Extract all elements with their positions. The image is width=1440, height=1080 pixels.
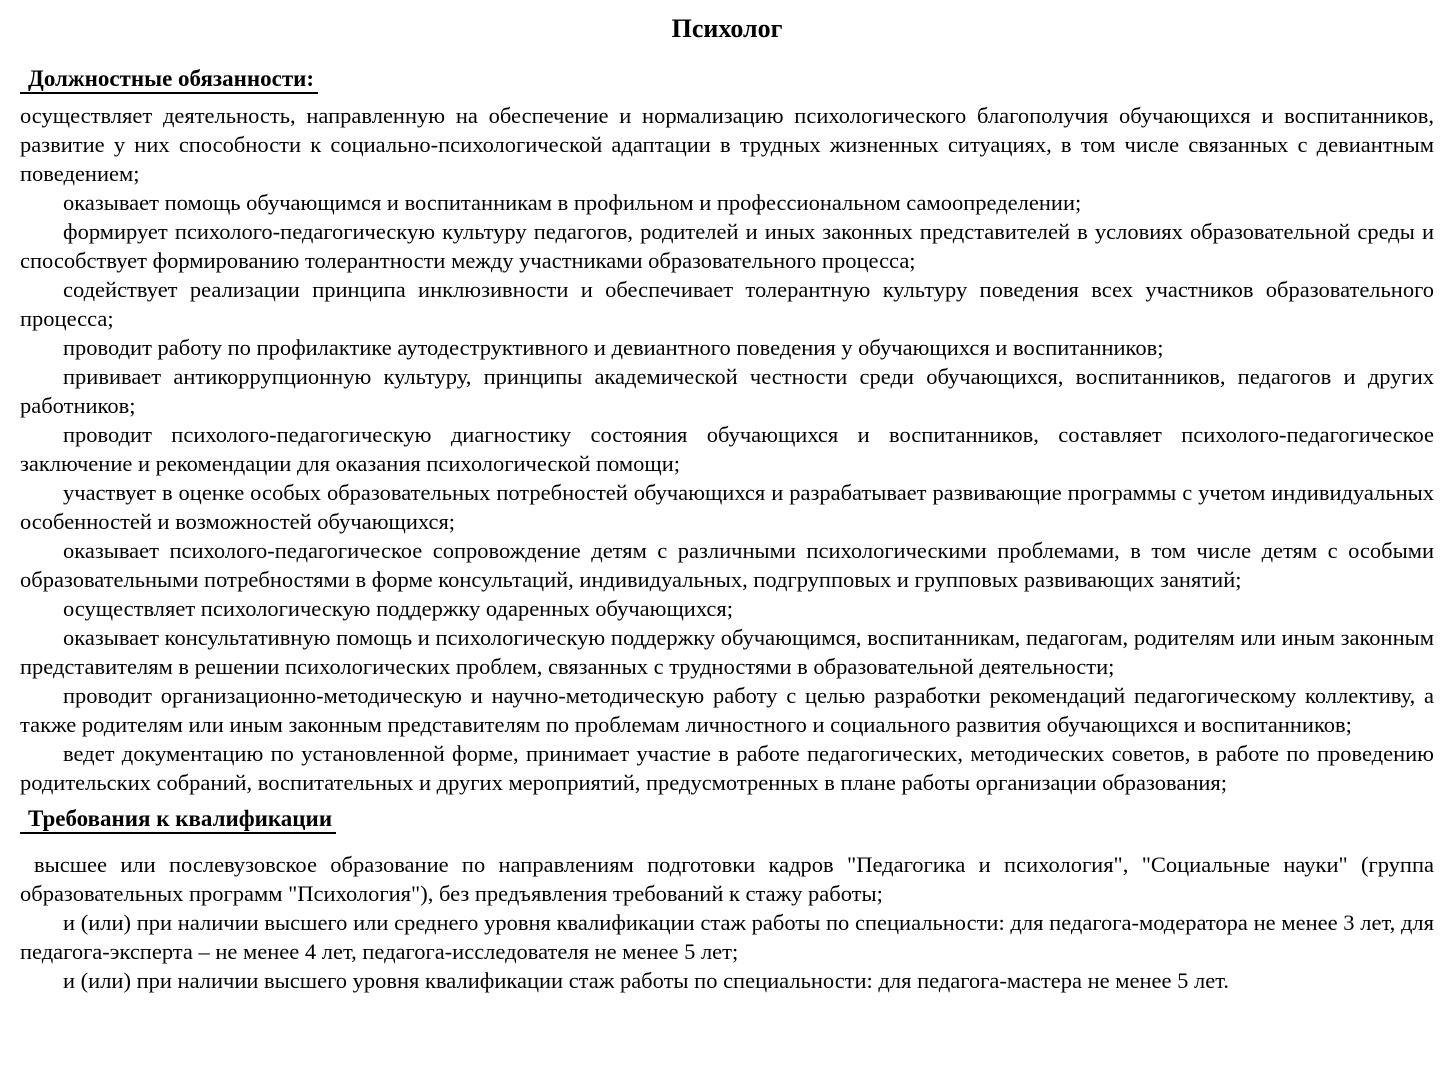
paragraph-qualification-2: и (или) при наличии высшего или среднего уровня квалификации стаж работы по специальности: для педагога-модератора не менее 3 лет, для педагога-эксперта – не менее 4 лет, педагога-исследователя не менее 5 лет; (20, 910, 1434, 964)
paragraph-duty-12: проводит организационно-методическую и научно-методическую работу с целью разработки рекомендаций педагогическому коллективу, а также родителям или иным законным представителям по проблемам личностного и социального развития обучающихся и воспитанников; (20, 683, 1434, 737)
section-heading-qualifications-label: Требования к квалификации (20, 806, 336, 834)
paragraph-duty-2: оказывает помощь обучающимся и воспитанникам в профильном и профессиональном самоопределении; (63, 190, 1082, 215)
paragraph-duty-8: участвует в оценке особых образовательных потребностей обучающихся и разрабатывает развивающие программы с учетом индивидуальных особенностей и возможностей обучающихся; (20, 480, 1434, 534)
paragraph-duty-11: оказывает консультативную помощь и психологическую поддержку обучающимся, воспитанникам, педагогам, родителям или иным законным представителям в решении психологических проблем, связанных с трудностями в образовательной деятельности; (20, 625, 1434, 679)
paragraph-duty-9: оказывает психолого-педагогическое сопровождение детям с различными психологическими проблемами, в том числе детям с особыми образовательными потребностями в форме консультаций, индивидуальных, подгрупповых и групповых развивающих занятий; (20, 538, 1434, 592)
paragraph-duty-3: формирует психолого-педагогическую культуру педагогов, родителей и иных законных представителей в условиях образовательной среды и способствует формированию толерантности между участниками образовательного процесса; (20, 219, 1434, 273)
paragraph-qualification-1: высшее или послевузовское образование по направлениям подготовки кадров "Педагогика и психология", "Социальные науки" (группа образовательных программ "Психология"), без предъявления требований к стажу работы; (20, 852, 1434, 906)
document-title: Психолог (671, 14, 783, 43)
paragraph-qualification-3: и (или) при наличии высшего уровня квалификации стаж работы по специальности: для педагога-мастера не менее 5 лет. (63, 968, 1229, 993)
paragraph-duty-10: осуществляет психологическую поддержку одаренных обучающихся; (63, 596, 734, 621)
paragraph-duty-13: ведет документацию по установленной форме, принимает участие в работе педагогических, методических советов, в работе по проведению родительских собраний, воспитательных и других мероприятий, предусмотренных в плане работы организации образования; (20, 741, 1434, 795)
section-heading-qualifications (20, 805, 1434, 833)
paragraph-duty-7: проводит психолого-педагогическую диагностику состояния обучающихся и воспитанников, составляет психолого-педагогическое заключение и рекомендации для оказания психологической помощи; (20, 422, 1434, 476)
paragraph-duty-6: прививает антикоррупционную культуру, принципы академической честности среди обучающихся, воспитанников, педагогов и других работников; (20, 364, 1434, 418)
paragraph-duty-5: проводит работу по профилактике аутодеструктивного и девиантного поведения у обучающихся и воспитанников; (63, 335, 1164, 360)
paragraph-duty-1: осуществляет деятельность, направленную на обеспечение и нормализацию психологического благополучия обучающихся и воспитанников, развитие у них способности к социально-психологической адаптации в трудных жизненных ситуациях, в том числе связанных с девиантным поведением; (20, 103, 1434, 186)
section-heading-duties-label: Должностные обязанности: (20, 66, 318, 94)
paragraph-duty-4: содействует реализации принципа инклюзивности и обеспечивает толерантную культуру поведения всех участников образовательного процесса; (20, 277, 1434, 331)
section-heading-duties (20, 65, 1434, 93)
